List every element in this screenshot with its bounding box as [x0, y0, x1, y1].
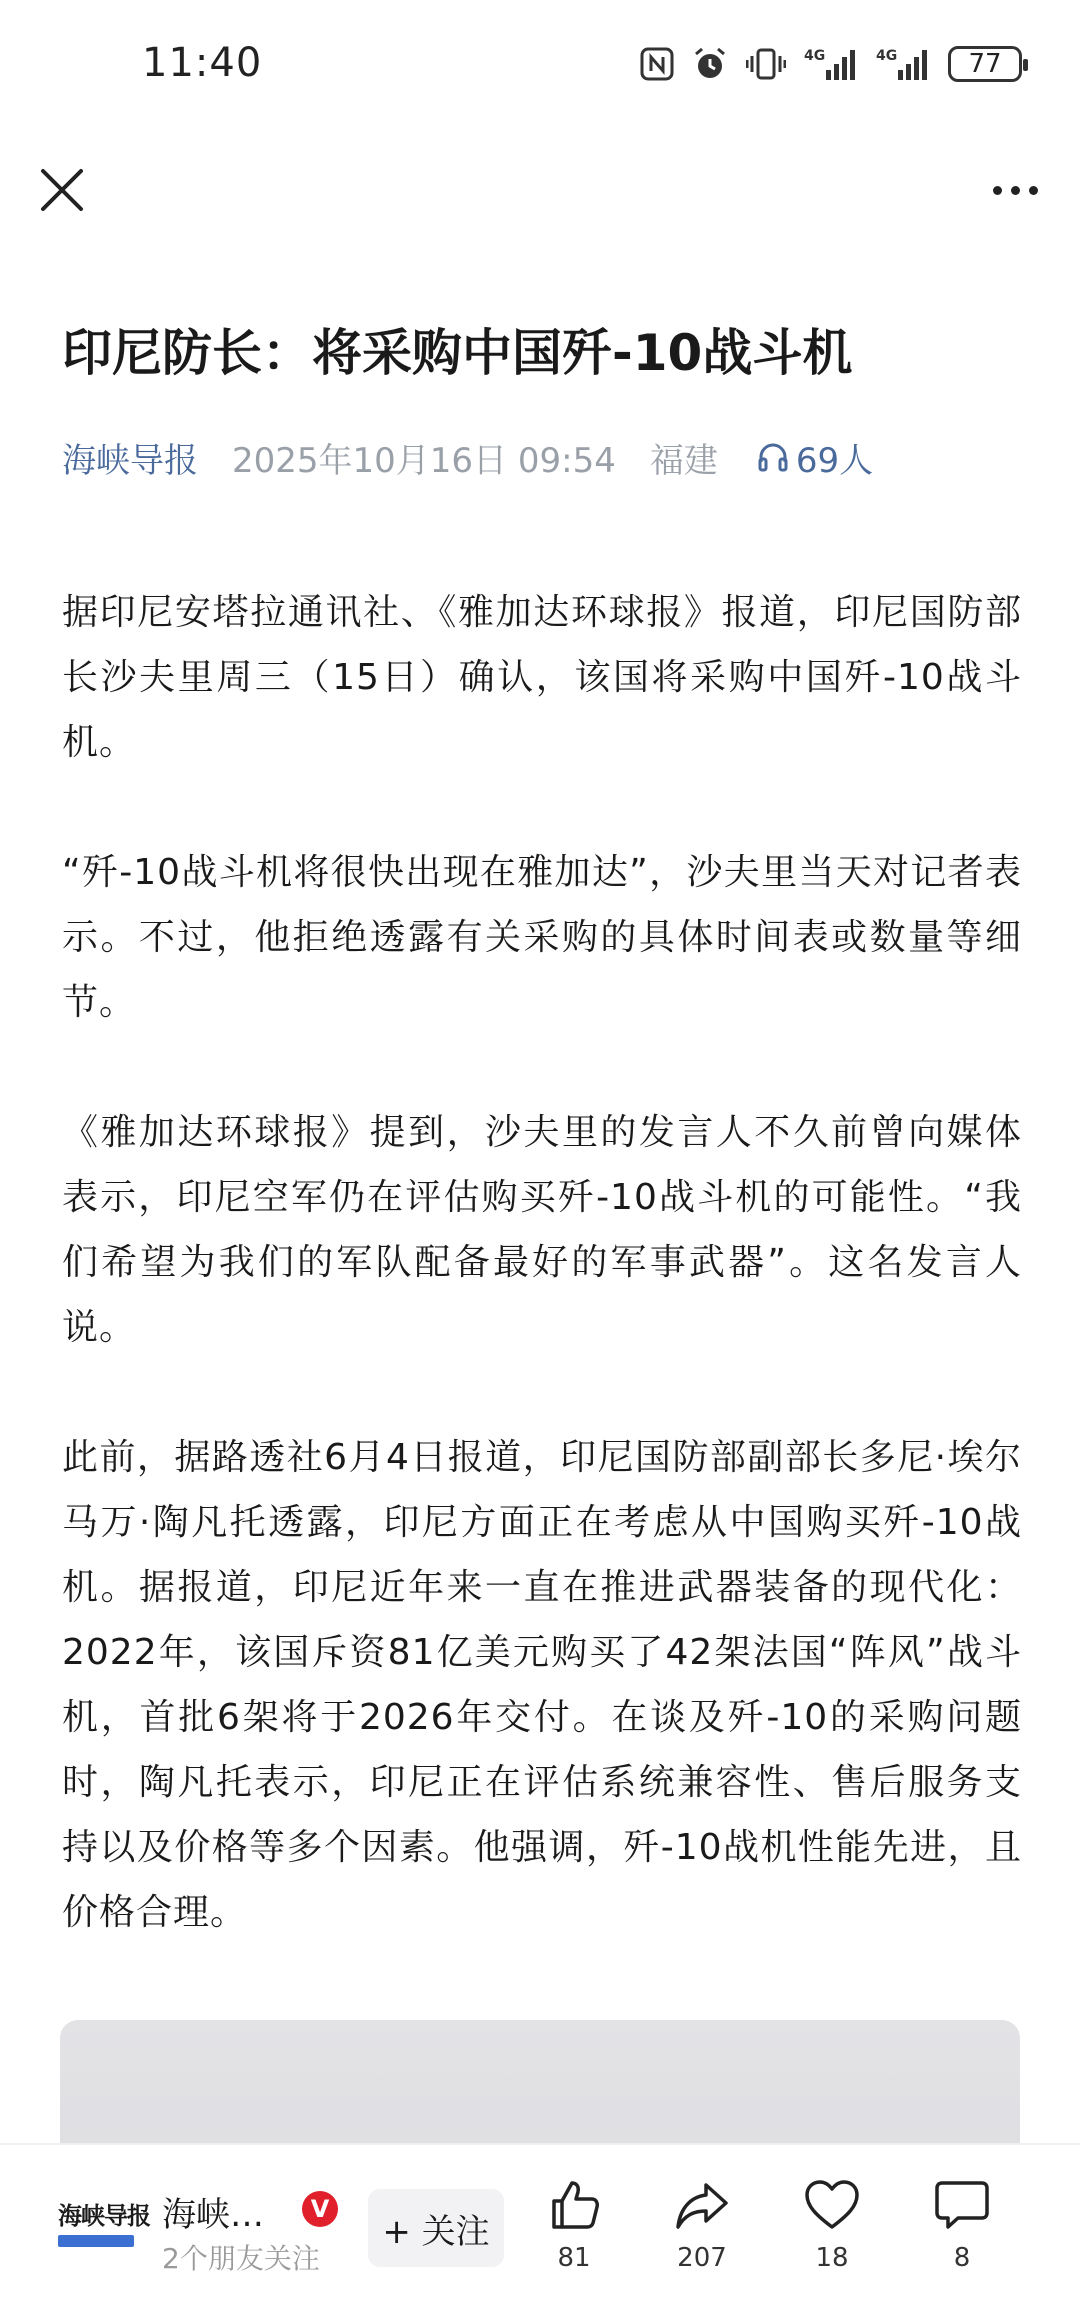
share-button[interactable] — [652, 2175, 752, 2305]
favorite-count: 18 — [815, 2243, 849, 2273]
nfc-icon — [640, 47, 674, 81]
status-icons — [640, 42, 1022, 86]
bottom-action-bar — [0, 2143, 1080, 2310]
favorite-button[interactable] — [782, 2175, 882, 2305]
account-name[interactable]: 海峡… — [162, 2195, 264, 2235]
article-datetime: 2025年10月16日 09:54 — [232, 440, 616, 481]
article-body — [62, 580, 1022, 2010]
svg-text:4G: 4G — [876, 48, 898, 64]
comment-bubble-icon — [932, 2175, 992, 2235]
friends-following: 2个朋友关注 — [162, 2242, 320, 2275]
article-region: 福建 — [649, 440, 718, 481]
battery-indicator — [948, 46, 1022, 82]
battery-level: 77 — [968, 49, 1002, 79]
status-time: 11:40 — [142, 40, 263, 86]
like-button[interactable] — [524, 2175, 624, 2305]
article-paragraph: 此前，据路透社6月4日报道，印尼国防部副部长多尼·埃尔马万·陶凡托透露，印尼方面正在考虑从中国购买歼-10战机。据报道，印尼近年来一直在推进武器装备的现代化：2022年，该国斥资81亿美元购买了42架法国“阵风”战斗机，首批6架将于2026年交付。在谈及歼-10的采购问题时，陶凡托表示，印尼正在评估系统兼容性、售后服务支持以及价格等多个因素。他强调，歼-10战机性能先进，且价格合理。 — [62, 1437, 1022, 1933]
close-button[interactable] — [30, 158, 94, 222]
headphones-icon — [756, 440, 790, 474]
listener-count: 69人 — [795, 440, 874, 481]
svg-text:4G: 4G — [804, 48, 826, 64]
publisher-logo[interactable] — [58, 2201, 150, 2253]
status-bar — [0, 0, 1080, 130]
article-meta — [62, 432, 873, 482]
more-dots-icon — [993, 186, 1002, 195]
share-arrow-icon — [672, 2175, 732, 2235]
more-button[interactable] — [980, 158, 1050, 222]
close-icon — [39, 167, 85, 213]
publisher-logo-text: 海峡导报 — [58, 2202, 150, 2230]
article-paragraph: 《雅加达环球报》提到，沙夫里的发言人不久前曾向媒体表示，印尼空军仍在评估购买歼-10战斗机的可能性。“我们希望为我们的军队配备最好的军事武器”。这名发言人说。 — [62, 1112, 1022, 1348]
alarm-icon — [692, 46, 728, 82]
top-nav — [0, 150, 1080, 230]
article-paragraph: “歼-10战斗机将很快出现在雅加达”，沙夫里当天对记者表示。不过，他拒绝透露有关采购的具体时间表或数量等细节。 — [62, 852, 1022, 1023]
share-count: 207 — [677, 2243, 727, 2273]
like-count: 81 — [557, 2243, 591, 2273]
comment-count: 8 — [953, 2243, 971, 2273]
signal-4g-icon — [804, 46, 858, 82]
follow-button[interactable]: + 关注 — [368, 2189, 504, 2267]
heart-icon — [802, 2175, 862, 2235]
comment-button[interactable] — [912, 2175, 1012, 2305]
thumbs-up-icon — [544, 2175, 604, 2235]
listen-button[interactable] — [756, 433, 873, 482]
verified-badge: V — [302, 2191, 338, 2227]
article-source[interactable]: 海峡导报 — [62, 440, 198, 481]
signal-4g-icon-2 — [876, 46, 930, 82]
article-paragraph: 据印尼安塔拉通讯社、《雅加达环球报》报道，印尼国防部长沙夫里周三（15日）确认，该国将采购中国歼-10战斗机。 — [62, 592, 1022, 763]
article-title: 印尼防长：将采购中国歼-10战斗机 — [62, 324, 853, 382]
vibrate-icon — [746, 46, 786, 82]
